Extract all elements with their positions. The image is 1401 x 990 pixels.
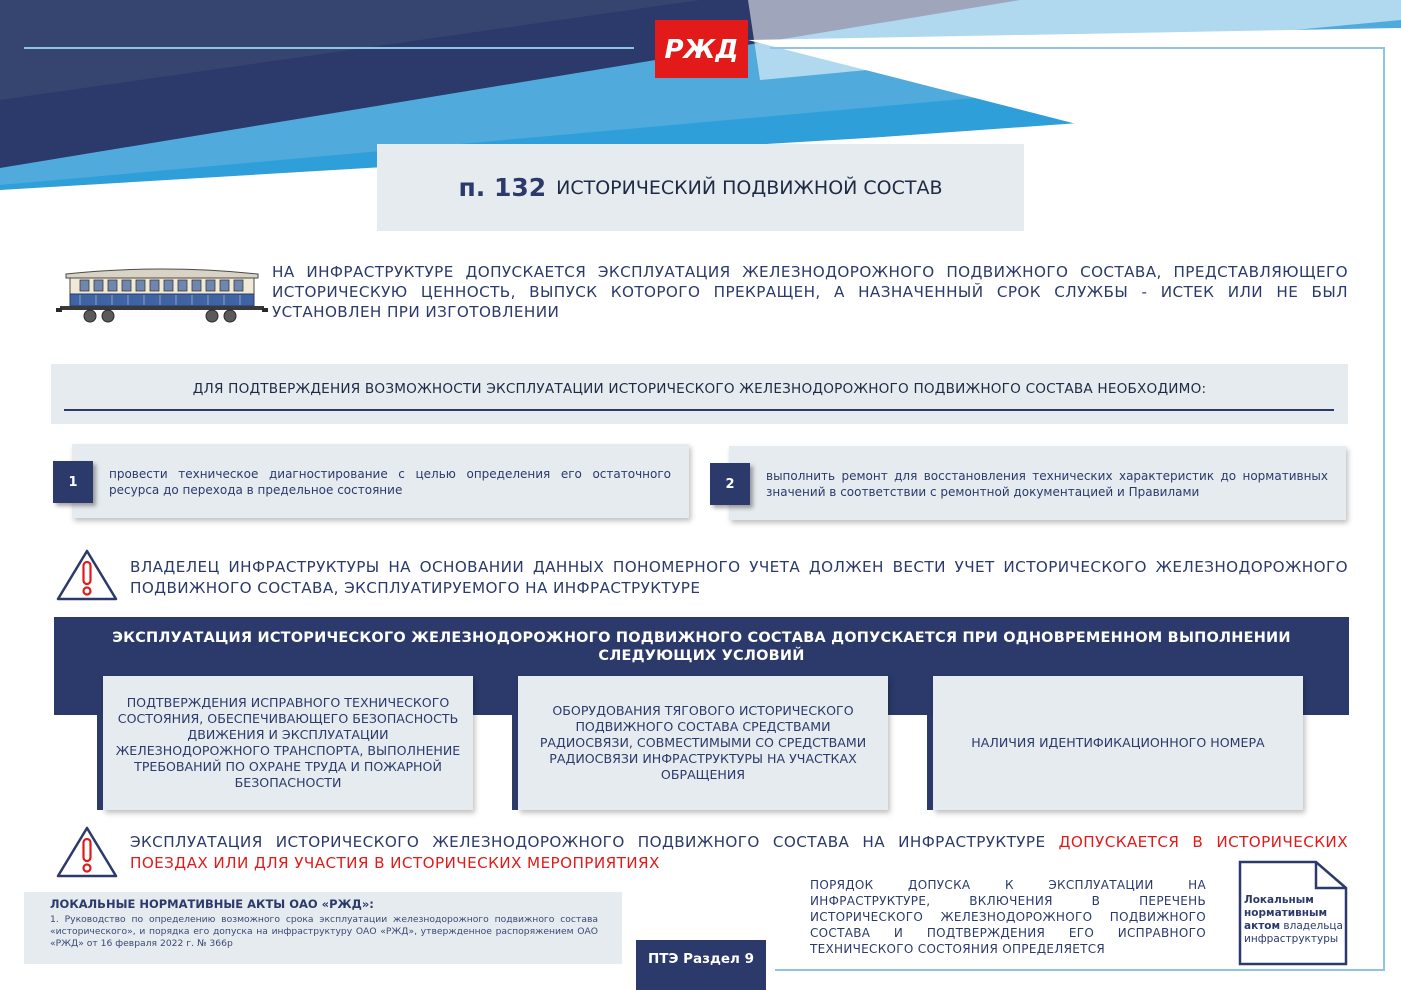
warning-triangle-icon-2 (55, 825, 119, 879)
warning-text-2-red: ДОПУСКАЕТСЯ В ИСТОРИЧЕСКИХ ПОЕЗДАХ ИЛИ ДЛЯ УЧАСТИЯ В ИСТОРИЧЕСКИХ МЕРОПРИЯТИЯХ (130, 833, 1348, 872)
document-text-rest: владельца инфраструктуры (1244, 920, 1343, 945)
document-text-bold: Локальным нормативным актом (1244, 894, 1328, 932)
section-badge: ПТЭ Раздел 9 (636, 940, 766, 990)
document-text (1244, 894, 1344, 946)
frame-line-right (1383, 47, 1385, 971)
condition-accent-2 (512, 715, 518, 810)
local-acts-title: ЛОКАЛЬНЫЕ НОРМАТИВНЫЕ АКТЫ ОАО «РЖД»: (50, 897, 374, 911)
confirm-panel (51, 364, 1348, 424)
step-text-1: провести техническое диагностирование с целью определения его остаточного ресурса до перехода в предельное состояние (109, 467, 671, 497)
step-badge-1: 1 (53, 461, 93, 503)
title-number: п. 132 (458, 173, 547, 202)
condition-card-3 (933, 676, 1303, 810)
condition-accent-3 (927, 715, 933, 810)
confirm-divider (64, 409, 1334, 411)
condition-card-1 (103, 676, 473, 810)
condition-text-2: ОБОРУДОВАНИЯ ТЯГОВОГО ИСТОРИЧЕСКОГО ПОДВИЖНОГО СОСТАВА СРЕДСТВАМИ РАДИОСВЯЗИ, СОВМЕСТИМЫМИ СО СРЕДСТВАМИ РАДИОСВЯЗИ ИНФРАСТРУКТУРЫ НА УЧАСТКАХ ОБРАЩЕНИЯ (539, 703, 867, 782)
warning-triangle-icon (55, 548, 119, 602)
condition-card-2 (518, 676, 888, 810)
title-text: ИСТОРИЧЕСКИЙ ПОДВИЖНОЙ СОСТАВ (556, 176, 943, 199)
order-text: ПОРЯДОК ДОПУСКА К ЭКСПЛУАТАЦИИ НА ИНФРАСТРУКТУРЕ, ВКЛЮЧЕНИЯ В ПЕРЕЧЕНЬ ИСТОРИЧЕСКОГО ЖЕЛЕЗНОДОРОЖНОГО ПОДВИЖНОГО СОСТАВА И ПОДТВЕРЖДЕНИЯ ЕГО ИСПРАВНОГО ТЕХНИЧЕСКОГО СОСТОЯНИЯ ОПРЕДЕЛЯЕТСЯ (810, 878, 1206, 956)
conditions-heading: ЭКСПЛУАТАЦИЯ ИСТОРИЧЕСКОГО ЖЕЛЕЗНОДОРОЖНОГО ПОДВИЖНОГО СОСТАВА ДОПУСКАЕТСЯ ПРИ ОДНОВРЕМЕННОМ ВЫПОЛНЕНИИ СЛЕДУЮЩИХ УСЛОВИЙ (112, 630, 1291, 664)
local-acts-item: 1. Руководство по определению возможного срока эксплуатации железнодорожного подвижного состава «исторического», и порядка его допуска на инфраструктуру ОАО «РЖД», утвержденное распоряжением ОАО «РЖД» от 16 февраля 2022 г. № 366р (50, 914, 598, 949)
warning-text-2-plain: ЭКСПЛУАТАЦИЯ ИСТОРИЧЕСКОГО ЖЕЛЕЗНОДОРОЖНОГО ПОДВИЖНОГО СОСТАВА НА ИНФРАСТРУКТУРЕ (130, 833, 1059, 851)
condition-text-3: НАЛИЧИЯ ИДЕНТИФИКАЦИОННОГО НОМЕРА (971, 735, 1265, 750)
condition-text-1: ПОДТВЕРЖДЕНИЯ ИСПРАВНОГО ТЕХНИЧЕСКОГО СОСТОЯНИЯ, ОБЕСПЕЧИВАЮЩЕГО БЕЗОПАСНОСТЬ ДВИЖЕНИЯ И ЭКСПЛУАТАЦИИ ЖЕЛЕЗНОДОРОЖНОГО ТРАНСПОРТА, ВЫПОЛНЕНИЕ ТРЕБОВАНИЙ ПО ОХРАНЕ ТРУДА И ПОЖАРНОЙ БЕЗОПАСНОСТИ (115, 695, 461, 790)
frame-line-top-right (770, 47, 1385, 49)
intro-text: НА ИНФРАСТРУКТУРЕ ДОПУСКАЕТСЯ ЭКСПЛУАТАЦИЯ ЖЕЛЕЗНОДОРОЖНОГО ПОДВИЖНОГО СОСТАВА, ПРЕДСТАВЛЯЮЩЕГО ИСТОРИЧЕСКУЮ ЦЕННОСТЬ, ВЫПУСК КОТОРОГО ПРЕКРАЩЕН, А НАЗНАЧЕННЫЙ СРОК СЛУЖБЫ - ИСТЕК ИЛИ НЕ БЫЛ УСТАНОВЛЕН ПРИ ИЗГОТОВЛЕНИИ (272, 263, 1348, 321)
page-title (377, 144, 1024, 231)
step-text-2: выполнить ремонт для восстановления технических характеристик до нормативных значений в соответствии с ремонтной документацией и Правилами (766, 469, 1328, 499)
train-car-icon (56, 266, 268, 324)
logo-text: РЖД (664, 35, 739, 65)
warning-text-1: ВЛАДЕЛЕЦ ИНФРАСТРУКТУРЫ НА ОСНОВАНИИ ДАННЫХ ПОНОМЕРНОГО УЧЕТА ДОЛЖЕН ВЕСТИ УЧЕТ ИСТОРИЧЕСКОГО ЖЕЛЕЗНОДОРОЖНОГО ПОДВИЖНОГО СОСТАВА, ЭКСПЛУАТИРУЕМОГО НА ИНФРАСТРУКТУРЕ (130, 558, 1348, 597)
rzd-logo (655, 20, 748, 78)
warning-text-2 (130, 832, 1348, 874)
step-badge-2: 2 (710, 463, 750, 505)
condition-accent-1 (97, 715, 103, 810)
frame-line-bottom-right (775, 969, 1385, 971)
frame-line-top-left (24, 47, 634, 49)
confirm-heading: ДЛЯ ПОДТВЕРЖДЕНИЯ ВОЗМОЖНОСТИ ЭКСПЛУАТАЦИИ ИСТОРИЧЕСКОГО ЖЕЛЕЗНОДОРОЖНОГО ПОДВИЖНОГО СОСТАВА НЕОБХОДИМО: (192, 381, 1207, 397)
